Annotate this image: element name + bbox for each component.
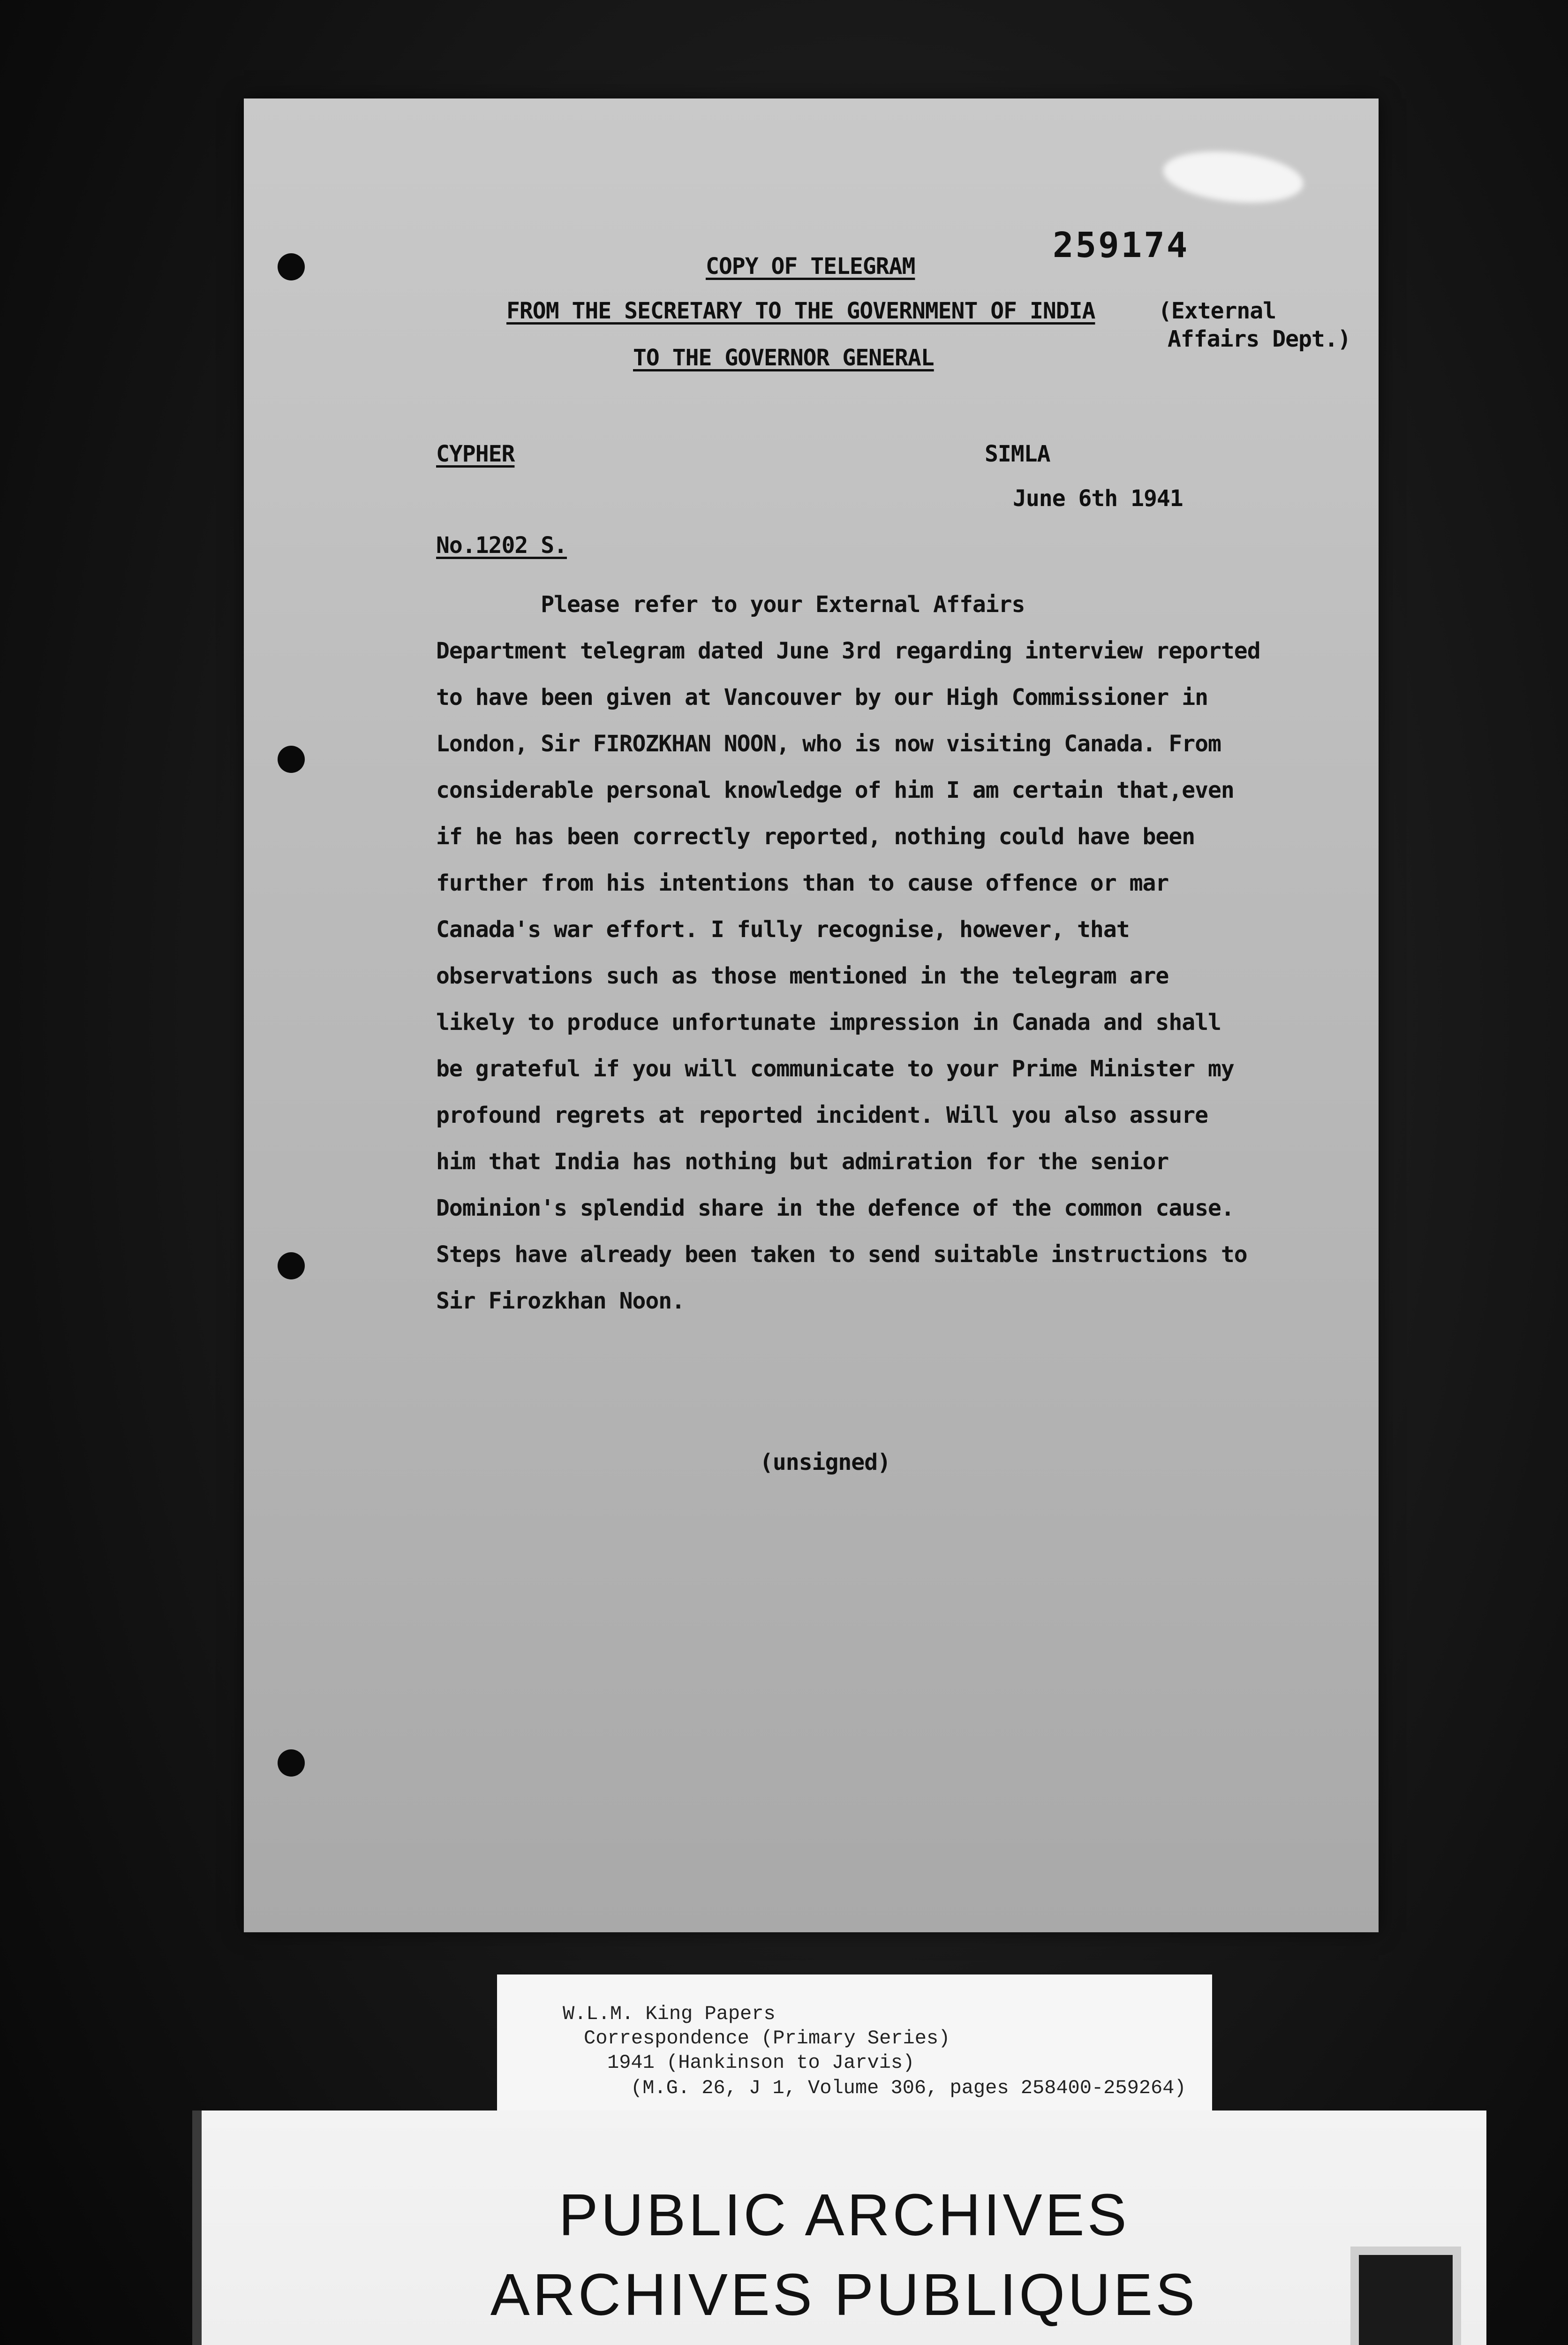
cypher-label: CYPHER [436,441,515,467]
body-line: observations such as those mentioned in the telegram are [436,963,1169,989]
to-line: TO THE GOVERNOR GENERAL [633,345,934,371]
body-line: if he has been correctly reported, nothing could have been [436,824,1195,850]
body-line: likely to produce unfortunate impression in Canada and shall [436,1009,1221,1036]
archive-card [192,2110,1486,2345]
body-line: further from his intentions than to cause offence or mar [436,870,1169,896]
telegram-body [436,582,1336,1324]
catalog-label [497,1974,1212,2113]
body-line: considerable personal knowledge of him I am certain that,even [436,777,1234,803]
document-number: 259174 [1053,225,1190,265]
binder-clip [1350,2247,1461,2345]
white-smudge [1161,145,1305,209]
body-line: him that India has nothing but admiration for the senior [436,1149,1169,1175]
body-line: Steps have already been taken to send suitable instructions to [436,1241,1247,1268]
department-line-1: (External [1158,298,1276,324]
body-line: Department telegram dated June 3rd regarding interview reported [436,638,1260,664]
punch-hole [278,746,305,773]
date-label: June 6th 1941 [1013,485,1183,512]
telegram-sheet [244,98,1379,1932]
archive-line-2: ARCHIVES PUBLIQUES [490,2262,1198,2328]
archive-line-1: PUBLIC ARCHIVES [558,2182,1130,2248]
catalog-line-3: 1941 (Hankinson to Jarvis) [607,2051,915,2074]
telegram-number: No.1202 S. [436,532,567,559]
punch-hole [278,1252,305,1279]
body-line: London, Sir FIROZKHAN NOON, who is now visiting Canada. From [436,731,1221,757]
telegram-heading: COPY OF TELEGRAM [706,253,915,280]
punch-hole [278,1749,305,1777]
catalog-line-1: W.L.M. King Papers [563,2003,776,2025]
department-line-2: Affairs Dept.) [1168,326,1351,352]
from-line: FROM THE SECRETARY TO THE GOVERNMENT OF INDIA [506,298,1095,324]
body-line: profound regrets at reported incident. Will you also assure [436,1102,1208,1128]
place-label: SIMLA [985,441,1050,467]
punch-hole [278,253,305,280]
catalog-line-2: Correspondence (Primary Series) [584,2027,950,2050]
body-line: Please refer to your External Affairs [436,591,1025,618]
body-line: Canada's war effort. I fully recognise, however, that [436,916,1130,943]
body-line: Dominion's splendid share in the defence of the common cause. [436,1195,1234,1221]
body-line: be grateful if you will communicate to your Prime Minister my [436,1056,1234,1082]
signature: (unsigned) [760,1449,890,1475]
body-line: to have been given at Vancouver by our High Commissioner in [436,684,1208,711]
body-line: Sir Firozkhan Noon. [436,1288,685,1314]
catalog-line-4: (M.G. 26, J 1, Volume 306, pages 258400-259264) [631,2077,1186,2099]
